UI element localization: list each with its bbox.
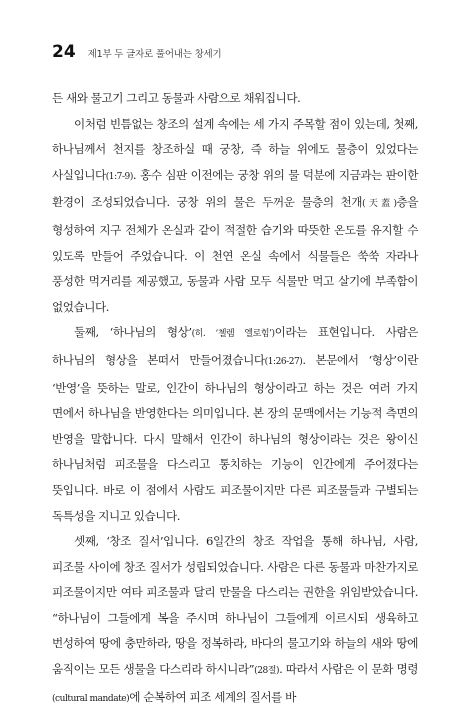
body-text	[52, 86, 418, 712]
hebrew-annotation: (히. ‘첼렘 엘로힘’)	[191, 329, 275, 340]
running-head	[52, 42, 418, 66]
paragraph-third-point	[52, 529, 418, 712]
text-run: . 홍수 심판 이전에는 궁창 위의 물 덕분에 지금과는 판이한 환경이 조성되었습니다. 궁창 위의 물은 두꺼운 물층의 천개	[52, 167, 418, 210]
verse-reference: (1:7-9)	[105, 171, 133, 182]
paragraph-second-point	[52, 320, 418, 529]
text-run: 층을 형성하여 지구 전체가 온실과 같이 적절한 습기와 따뜻한 온도를 유지할 수 있도록 만들어 주었습니다. 이 천연 온실 속에서 식물들은 쑥쑥 자라나 풍성한 먹거리를 제공했고, 동물과 사람 모두 식물만 먹고 살기에 부족함이 없었습니다.	[52, 195, 419, 314]
paragraph-continued	[52, 86, 418, 112]
page-number: 24	[52, 42, 76, 62]
text-run: 셋째, ‘창조 질서’입니다. 6일간의 창조 작업을 통해 하나님, 사람, 피조물 사이에 창조 질서가 성립되었습니다. 사람은 다른 동물과 마찬가지로 피조물이지만 여타 피조물과 달리 만물을 다스리는 권한을 위임받았습니다. “하나님이 그들에게 복을 주시며 하나님이 그들에게 이르시되 생육하고 번성하여 땅에 충만하라, 땅을 정복하라, 바다의 물고기와 하늘의 새와 땅에 움직이는 모든 생물을 다스리라 하시니라”	[52, 534, 418, 677]
text-run: 이처럼 빈틈없는 창조의 설계 속에는 세 가지 주목할 점이 있는데, 첫째, 하나님께서 천지를 창조하실 때 궁창, 즉 하늘 위에도 물층이 있었다는 사실입니다	[52, 116, 418, 182]
text-run: 둘째, ‘하나님의 형상’	[74, 325, 192, 340]
paragraph-first-point	[52, 112, 418, 321]
section-title: 제1부 두 글자로 풀어내는 창세기	[87, 49, 222, 60]
verse-reference: (1:26-27)	[264, 356, 303, 367]
text-run: . 본문에서 ‘형상’이란 ‘반영’을 뜻하는 말로, 인간이 하나님의 형상이라고 하는 것은 여러 가지 면에서 하나님을 반영한다는 의미입니다. 본 장의 문맥에서는 기능적 측면의 반영을 말합니다. 다시 말해서 인간이 하나님의 형상이라는 것은 왕이신 하나님처럼 피조물을 다스리고 통치하는 기능이 인간에게 주어졌다는 뜻입니다. 바로 이 점에서 사람도 피조물이지만 다른 피조물들과 구별되는 독특성을 지니고 있습니다.	[52, 352, 418, 523]
text-run: 이라는 표현입니다. 사람은 하나님의 형상을 본떠서 만들어졌습니다	[52, 325, 418, 367]
text-run: 든 새와 물고기 그리고 동물과 사람으로 채워집니다.	[52, 91, 301, 105]
text-run: 에 순복하여 피조 세계의 질서를 바	[129, 689, 296, 704]
verse-reference: (28절)	[254, 666, 280, 677]
hanja-annotation: (天蓋)	[362, 199, 397, 210]
text-run: . 따라서 사람은 이 문화 명령	[279, 662, 418, 677]
english-annotation: (cultural mandate)	[52, 693, 130, 704]
